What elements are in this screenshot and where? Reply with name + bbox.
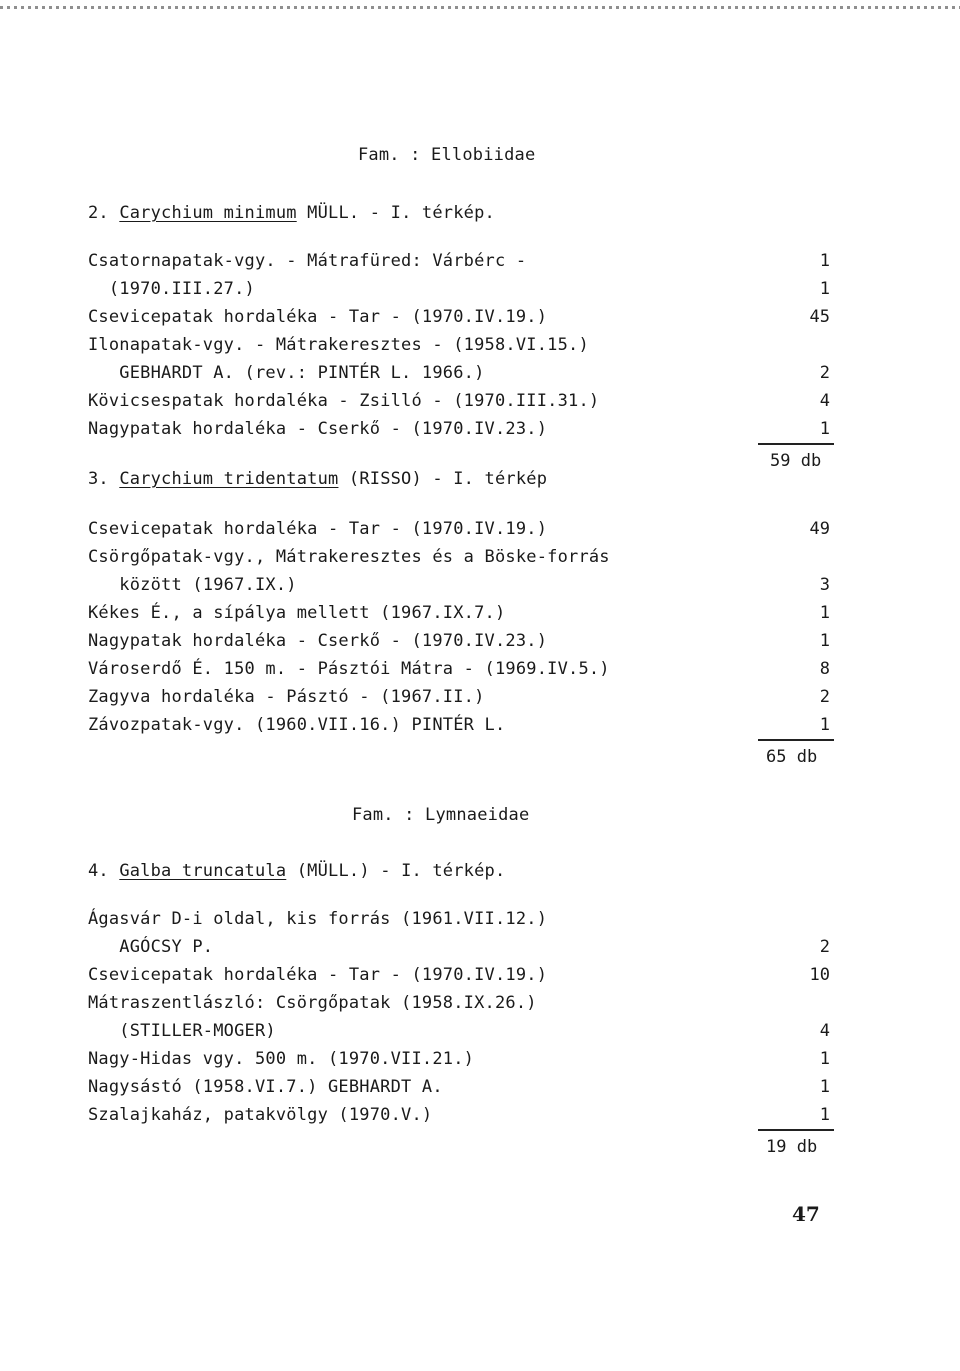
record-line: Závozpatak-vgy. (1960.VII.16.) PINTÉR L. [88, 715, 506, 735]
record-count: 1 [819, 419, 830, 439]
record-count: 4 [819, 1021, 830, 1041]
record-count: 1 [819, 603, 830, 623]
record-count: 1 [819, 631, 830, 651]
species-heading-2 [88, 202, 495, 224]
record-line: Csevicepatak hordaléka - Tar - (1970.IV.19.) [88, 965, 548, 985]
page-number: 47 [792, 1202, 820, 1226]
record-line: Városerdő É. 150 m. - Pásztói Mátra - (1969.IV.5.) [88, 659, 610, 679]
family-heading-lymnaeidae: Fam. : Lymnaeidae [352, 805, 530, 825]
species-heading-3 [88, 468, 547, 490]
record-line: AGÓCSY P. [88, 937, 214, 957]
record-line: (1970.III.27.) [88, 279, 255, 299]
record-count: 1 [819, 1049, 830, 1069]
species-name: Carychium minimum [119, 203, 297, 223]
sum-rule [758, 443, 834, 445]
record-count: 10 [809, 965, 830, 985]
record-line: Csatornapatak-vgy. - Mátrafüred: Várbérc - [88, 251, 527, 271]
record-line: Nagypatak hordaléka - Cserkő - (1970.IV.23.) [88, 631, 548, 651]
record-count: 1 [819, 279, 830, 299]
record-line: Csörgőpatak-vgy., Mátrakeresztes és a Böske-forrás [88, 547, 610, 567]
section-total: 59 db [770, 451, 822, 471]
record-line: Csevicepatak hordaléka - Tar - (1970.IV.19.) [88, 307, 548, 327]
record-count: 49 [809, 519, 830, 539]
species-number: 2. [88, 203, 109, 223]
record-count: 1 [819, 1077, 830, 1097]
species-name: Carychium tridentatum [119, 469, 339, 489]
record-count: 2 [819, 363, 830, 383]
species-heading-4 [88, 860, 505, 882]
record-count: 1 [819, 251, 830, 271]
species-authority: MÜLL. - I. térkép. [296, 203, 495, 223]
species-name: Galba truncatula [119, 861, 287, 881]
species-authority: (MÜLL.) - I. térkép. [286, 861, 506, 881]
sum-rule [758, 739, 834, 741]
record-line: (STILLER-MOGER) [88, 1021, 276, 1041]
record-line: GEBHARDT A. (rev.: PINTÉR L. 1966.) [88, 363, 485, 383]
record-line: Ilonapatak-vgy. - Mátrakeresztes - (1958.VI.15.) [88, 335, 589, 355]
species-number: 4. [88, 861, 109, 881]
record-count: 2 [819, 937, 830, 957]
record-count: 45 [809, 307, 830, 327]
record-count: 4 [819, 391, 830, 411]
sum-rule [758, 1129, 834, 1131]
record-count: 3 [819, 575, 830, 595]
record-line: Ágasvár D-i oldal, kis forrás (1961.VII.12.) [88, 909, 548, 929]
record-line: Nagypatak hordaléka - Cserkő - (1970.IV.23.) [88, 419, 548, 439]
record-line: Nagysástó (1958.VI.7.) GEBHARDT A. [88, 1077, 443, 1097]
section-total: 19 db [766, 1137, 818, 1157]
record-line: Nagy-Hidas vgy. 500 m. (1970.VII.21.) [88, 1049, 475, 1069]
record-line: Kövicsespatak hordaléka - Zsilló - (1970.III.31.) [88, 391, 600, 411]
species-number: 3. [88, 469, 109, 489]
record-count: 1 [819, 715, 830, 735]
record-line: Mátraszentlászló: Csörgőpatak (1958.IX.26.) [88, 993, 537, 1013]
record-line: Szalajkaház, patakvölgy (1970.V.) [88, 1105, 433, 1125]
family-heading-ellobiidae: Fam. : Ellobiidae [358, 145, 536, 165]
record-count: 8 [819, 659, 830, 679]
record-line: Kékes É., a sípálya mellett (1967.IX.7.) [88, 603, 506, 623]
record-count: 1 [819, 1105, 830, 1125]
record-line: Zagyva hordaléka - Pásztó - (1967.II.) [88, 687, 485, 707]
record-line: között (1967.IX.) [88, 575, 297, 595]
species-authority: (RISSO) - I. térkép [338, 469, 548, 489]
scan-artifact-line [0, 6, 960, 9]
record-count: 2 [819, 687, 830, 707]
section-total: 65 db [766, 747, 818, 767]
record-line: Csevicepatak hordaléka - Tar - (1970.IV.19.) [88, 519, 548, 539]
